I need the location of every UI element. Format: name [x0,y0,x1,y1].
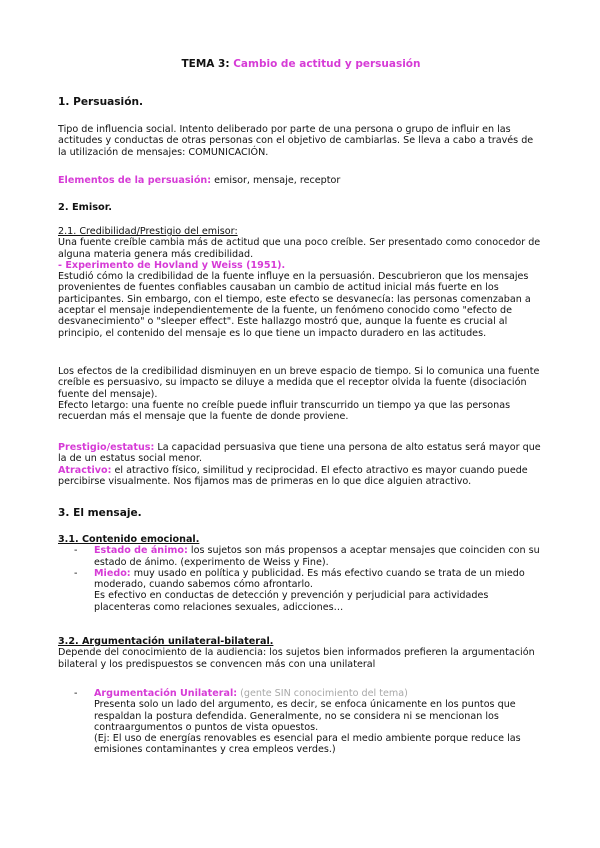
prestige-paragraph [58,442,544,465]
list-item-unilateral [58,688,544,756]
prestige-text: La capacidad persuasiva que tiene una persona de alto estatus será mayor que la de un estatus social menor. [58,442,541,465]
miedo-text: muy usado en política y publicidad. Es más efectivo cuando se trata de un miedo moderado, cuando sabemos cómo afrontarlo. [94,567,525,591]
list-item-animo [58,545,544,568]
elements-text: emisor, mensaje, receptor [211,175,341,186]
emotional-content [58,534,544,613]
argumentation-subheading: 3.2. Argumentación unilateral-bilateral. [58,636,274,647]
section-3-heading: 3. El mensaje. [58,507,142,519]
prestige-attractive [58,442,544,487]
credibility-subheading: 2.1. Credibilidad/Prestigio del emisor: [58,226,238,237]
attractive-paragraph [58,465,544,488]
credibility-effects [58,366,544,422]
unilateral-block [58,688,544,756]
bullet-dash: - [74,688,78,699]
credibility-text: Una fuente creíble cambia más de actitud que una poco creíble. Ser presentado como conocedor de alguna materia genera más credibilidad. [58,237,541,260]
section-2-heading: 2. Emisor. [58,202,112,213]
list-item-miedo [58,568,544,613]
document-title [58,58,544,70]
argumentation [58,636,544,670]
credibility-block [58,226,544,339]
letargo-text: Efecto letargo: una fuente no creíble puede influir transcurrido un tiempo ya que las personas recuerdan más el mensaje que la fuente de donde proviene. [58,399,511,423]
miedo-label: Miedo: [94,567,131,579]
section-1-heading: 1. Persuasión. [58,96,144,108]
prestige-label: Prestigio/estatus: [58,442,155,453]
attractive-text: el atractivo físico, similitud y reciprocidad. El efecto atractivo es mayor cuando puede percibirse visualmente. Nos fijamos mas de primeras en lo que dice alguien atractivo. [58,464,528,487]
animo-label: Estado de ánimo: [94,545,188,557]
argumentation-text: Depende del conocimiento de la audiencia: los sujetos bien informados prefieren la argumentación bilateral y los predispuestos se convencen más con una unilateral [58,647,535,670]
title-prefix: TEMA 3: [181,58,230,70]
experiment-text: Estudió cómo la credibilidad de la fuente influye en la persuasión. Descubrieron que los mensajes provenientes de fuentes confiables causaban un cambio de actitud inicial más fuerte en los participantes. Sin embargo, con el tiempo, este efecto se desvanecía: las personas comenzaban a aceptar el mensaje independientemente de la fuente, un fenómeno conocido como "efecto de desvanecimiento" o "sleeper effect". Este hallazgo mostró que, aunque la fuente es crucial al principio, el contenido del mensaje es lo que tiene un impacto duradero en las actitudes. [58,271,531,339]
persuasion-elements [58,175,544,186]
effects-text: Los efectos de la credibilidad disminuyen en un breve espacio de tiempo. Si lo comunica una fuente creíble es persuasivo, su impacto se diluye a medida que el receptor olvida la fuente (disociación fuente del mensaje). [58,366,540,400]
animo-text: los sujetos son más propensos a aceptar mensajes que coinciden con su estado de ánimo. (experimento de Weiss y Fine). [94,545,540,568]
elements-label: Elementos de la persuasión: [58,175,212,186]
unilateral-note: (gente SIN conocimiento del tema) [237,688,408,699]
bullet-dash: - [74,567,78,579]
unilateral-label: Argumentación Unilateral: [94,688,238,699]
miedo-text-2: Es efectivo en conductas de detección y prevención y perjudicial para actividades placenteras como relaciones sexuales, adicciones… [94,590,489,613]
experiment-label: - Experimento de Hovland y Weiss (1951). [58,259,286,271]
attractive-label: Atractivo: [58,464,112,476]
unilateral-example: (Ej: El uso de energías renovables es esencial para el medio ambiente porque reduce las emisiones contaminantes y crea empleos verdes.) [94,733,521,756]
title-accent: Cambio de actitud y persuasión [233,58,421,70]
section-1-paragraph: Tipo de influencia social. Intento deliberado por parte de una persona o grupo de influir en las actitudes y conductas de otras personas con el objetivo de cambiarlas. Se lleva a cabo a través de la utilización de mensajes: COMUNICACIÓN. [58,124,534,158]
emotional-subheading: 3.1. Contenido emocional. [58,534,200,545]
bullet-dash: - [74,545,78,557]
unilateral-text: Presenta solo un lado del argumento, es decir, se enfoca únicamente en los puntos que respaldan la postura defendida. Generalmente, no se considera ni se mencionan los contraargumentos o puntos de vista opuestos. [94,699,516,733]
